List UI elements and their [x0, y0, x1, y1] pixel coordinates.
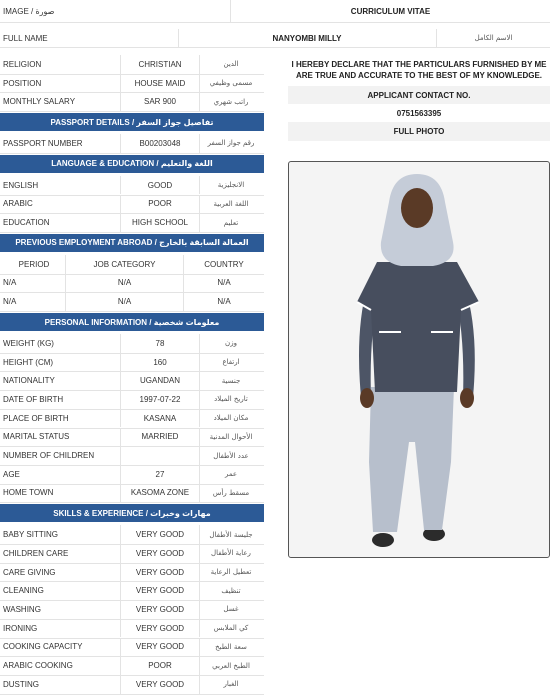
language-row-arabic-value: POOR: [148, 199, 172, 209]
skill-row-arabic: تعطيل الرعاية: [210, 568, 252, 577]
skill-row-label: ARABIC COOKING: [3, 661, 73, 671]
personal-row-label: HOME TOWN: [3, 488, 54, 498]
language-section-header: LANGUAGE & EDUCATION / اللغة والتعليم: [0, 155, 264, 173]
full-photo: [288, 161, 550, 558]
passport-number-label: PASSPORT NUMBER: [3, 138, 83, 148]
skill-row-label: IRONING: [3, 623, 38, 633]
skill-row-label: DUSTING: [3, 679, 39, 689]
personal-row-label: PLACE OF BIRTH: [3, 413, 69, 423]
full-name-arabic: الاسم الكامل: [474, 34, 513, 42]
personal-row-value: 78: [155, 338, 165, 348]
skill-row-value: VERY GOOD: [135, 679, 185, 689]
basic-row-religion-value: CHRISTIAN: [138, 59, 182, 69]
skill-row-arabic: كي الملابس: [213, 624, 249, 633]
basic-row-monthly-salary-label: MONTHLY SALARY: [3, 97, 76, 107]
contact-number: 0751563395: [396, 108, 442, 118]
skill-row-value: VERY GOOD: [135, 548, 185, 558]
language-row-education-value: HIGH SCHOOL: [131, 218, 188, 228]
employment-section-header: PREVIOUS EMPLOYMENT ABROAD / العمالة السابقة بالخارج: [0, 234, 264, 252]
left-table: [0, 0, 264, 689]
employment-header-0: PERIOD: [18, 259, 50, 269]
employment-cell: N/A: [117, 278, 132, 288]
full-name-label: FULL NAME: [3, 33, 48, 43]
basic-row-position-value: HOUSE MAID: [134, 78, 186, 88]
language-row-english-label: ENGLISH: [3, 180, 39, 190]
employment-cell: N/A: [3, 297, 17, 307]
contact-label: APPLICANT CONTACT NO.: [288, 86, 550, 104]
full-name-value: NANYOMBI MILLY: [272, 33, 342, 43]
personal-row-arabic: عدد الأطفال: [213, 451, 249, 460]
personal-row-value: 1997-07-22: [139, 394, 181, 404]
basic-row-monthly-salary-value: SAR 900: [143, 97, 177, 107]
personal-row-arabic: وزن: [225, 339, 237, 348]
skills-section-header: SKILLS & EXPERIENCE / مهارات وخبرات: [0, 504, 264, 522]
basic-row-religion-arabic: الدين: [223, 60, 239, 69]
personal-row-arabic: عمر: [224, 470, 238, 479]
cv-title: CURRICULUM VITAE: [350, 6, 431, 16]
employment-header-1: JOB CATEGORY: [93, 259, 156, 269]
full-photo-label: FULL PHOTO: [288, 122, 550, 141]
skill-row-arabic: الغبار: [223, 680, 239, 689]
personal-row-label: AGE: [3, 469, 20, 479]
skill-row-arabic: جليسة الأطفال: [209, 530, 253, 539]
personal-row-label: DATE OF BIRTH: [3, 394, 64, 404]
language-row-arabic-arabic: اللغة العربية: [213, 199, 249, 208]
skill-row-label: CHILDREN CARE: [3, 548, 69, 558]
skill-row-arabic: رعاية الأطفال: [211, 549, 251, 558]
skill-row-value: VERY GOOD: [135, 623, 185, 633]
personal-row-value: 27: [155, 469, 165, 479]
skill-row-value: VERY GOOD: [135, 604, 185, 614]
personal-row-arabic: مكان الميلاد: [213, 414, 249, 423]
personal-row-label: NATIONALITY: [3, 376, 55, 386]
personal-row-value: [121, 446, 199, 465]
skill-row-value: VERY GOOD: [135, 586, 185, 596]
basic-row-position-arabic: مسمى وظيفي: [209, 79, 253, 88]
image-label: IMAGE / صورة: [3, 6, 55, 16]
language-row-english-arabic: الانجليزية: [217, 181, 245, 190]
skill-row-value: VERY GOOD: [135, 567, 185, 577]
skill-row-value: VERY GOOD: [135, 530, 185, 540]
skill-row-label: COOKING CAPACITY: [3, 642, 83, 652]
personal-row-arabic: ارتفاع: [222, 358, 240, 367]
skill-row-label: WASHING: [3, 604, 41, 614]
basic-row-religion-label: RELIGION: [3, 59, 42, 69]
personal-row-value: KASOMA ZONE: [130, 488, 190, 498]
skill-row-arabic: غسل: [223, 605, 239, 614]
personal-row-label: HEIGHT (CM): [3, 357, 54, 367]
personal-row-value: KASANA: [143, 413, 177, 423]
employment-cell: N/A: [3, 278, 17, 288]
passport-number-value: B00203048: [139, 138, 181, 148]
skill-row-arabic: سعة الطبخ: [215, 642, 247, 651]
skill-row-arabic: الطبخ العربي: [212, 661, 250, 670]
passport-section-header: PASSPORT DETAILS / تفاصيل جواز السفر: [0, 113, 264, 131]
personal-section-header: PERSONAL INFORMATION / معلومات شخصية: [0, 313, 264, 331]
personal-row-arabic: جنسية: [221, 376, 241, 385]
personal-row-label: NUMBER OF CHILDREN: [3, 451, 95, 461]
skill-row-value: POOR: [148, 661, 172, 671]
personal-row-value: UGANDAN: [139, 376, 180, 386]
employment-cell: N/A: [217, 297, 231, 307]
employment-cell: N/A: [117, 297, 132, 307]
personal-row-label: MARITAL STATUS: [3, 432, 70, 442]
personal-row-label: WEIGHT (KG): [3, 338, 54, 348]
personal-row-arabic: الأحوال المدنية: [209, 432, 253, 441]
basic-row-position-label: POSITION: [3, 78, 42, 88]
personal-row-arabic: تاريخ الميلاد: [214, 395, 248, 404]
personal-row-arabic: مسقط رأس: [212, 488, 250, 497]
employment-cell: N/A: [217, 278, 231, 288]
person-illustration: [289, 162, 551, 559]
language-row-english-value: GOOD: [147, 180, 173, 190]
personal-row-value: MARRIED: [141, 432, 179, 442]
basic-row-monthly-salary-arabic: راتب شهري: [213, 97, 249, 106]
personal-row-value: 160: [153, 357, 167, 367]
language-row-education-arabic: تعليم: [223, 218, 239, 227]
language-row-education-label: EDUCATION: [3, 218, 50, 228]
skill-row-label: CARE GIVING: [3, 567, 56, 577]
skill-row-arabic: تنظيف: [221, 586, 241, 595]
skill-row-label: BABY SITTING: [3, 530, 58, 540]
declaration-text: I HEREBY DECLARE THAT THE PARTICULARS FURNISHED BY ME ARE TRUE AND ACCURATE TO THE BEST OF MY KNOWLEDGE.: [291, 60, 547, 80]
employment-header-2: COUNTRY: [204, 259, 244, 269]
language-row-arabic-label: ARABIC: [3, 199, 33, 209]
passport-number-arabic: رقم جواز السفر: [207, 139, 255, 148]
skill-row-value: VERY GOOD: [135, 642, 185, 652]
skill-row-label: CLEANING: [3, 586, 44, 596]
